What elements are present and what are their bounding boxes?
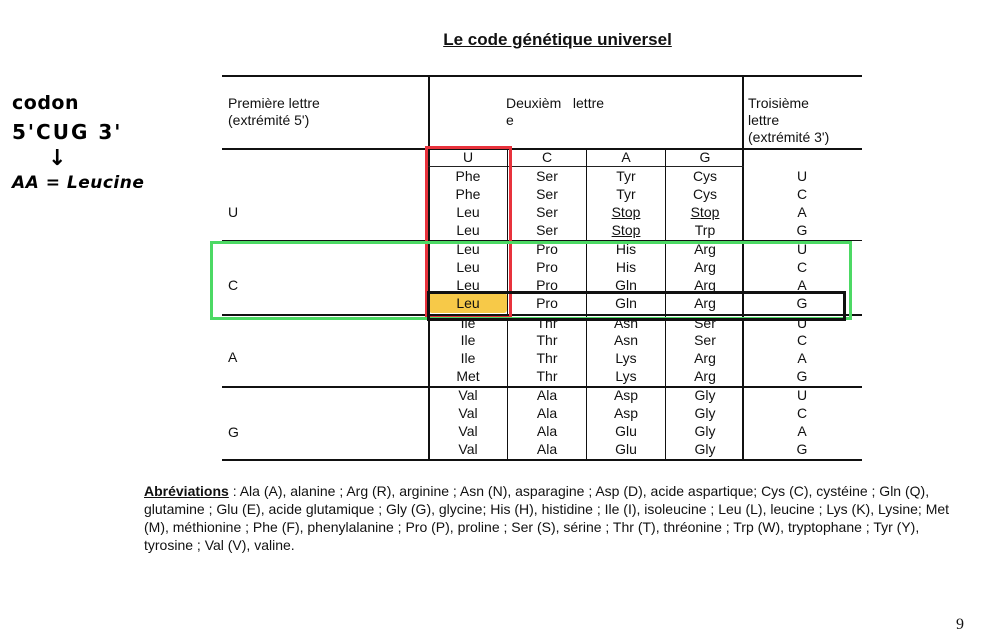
codon-cell: Glu [615, 423, 637, 439]
codon-cell: Phe [455, 186, 481, 202]
codon-cell: Glu [615, 441, 637, 457]
header-bottom-border [222, 148, 428, 150]
first-letter-U: U [228, 204, 239, 220]
codon-cell: Tyr [616, 186, 636, 202]
header-second-letter: Deuxièm lettre e [506, 95, 605, 128]
third-letter: C [796, 405, 808, 421]
codon-cell: Lys [615, 350, 637, 366]
codon-cell: Val [458, 423, 478, 439]
codon-cell: Leu [456, 241, 480, 257]
codon-cell: Ser [694, 332, 716, 348]
codon-cell: Leu [456, 259, 480, 275]
codon-cell: Arg [694, 295, 716, 311]
codon-cell: Thr [536, 368, 558, 384]
codon-cell: Ile [460, 315, 476, 331]
codon-cell: Ile [460, 350, 476, 366]
abbreviations-text: : Ala (A), alanine ; Arg (R), arginine ; Asn (N), asparagine ; Asp (D), acide aspartique; Cys (C), cystéine ; Gln (Q), glutamine ; Glu (E), acide glutamique ; Gly (G), glycine; His (H), histidine ; Ile (I), isoleucine ; Leu (L), leucine ; Lys (K), Lysine; Met (M), méthionine ; Phe (F), phenylalanine ; Pro (P), proline ; Ser (S), sérine ; Thr (T), thréonine ; Trp (W), tryptophane ; Tyr (Y), tyrosine ; Val (V), valine. [144, 483, 950, 553]
codon-cell: Ala [536, 441, 558, 457]
codon-cell: Asp [613, 387, 639, 403]
third-letter: C [796, 259, 808, 275]
arrow-down-icon: ↓ [48, 146, 67, 171]
codon-cell: Ser [536, 222, 558, 238]
codon-cell: Ser [536, 204, 558, 220]
table-top-border [222, 75, 862, 77]
codon-cell: Trp [694, 222, 716, 238]
codon-cell: Gly [694, 387, 716, 403]
codon-cell: Val [458, 405, 478, 421]
second-letter-C: C [541, 149, 553, 165]
codon-cell: His [615, 241, 637, 257]
third-letter: G [796, 295, 808, 311]
codon-cell: Ala [536, 387, 558, 403]
codon-cell: Gln [615, 295, 637, 311]
abbreviations-label: Abréviations [144, 483, 229, 499]
codon-cell-stop: Stop [611, 204, 641, 220]
second-letter-G: G [699, 149, 711, 165]
header-third-letter: Troisième lettre (extrémité 3') [748, 95, 830, 145]
third-letter: A [797, 204, 807, 220]
third-letter: U [796, 387, 808, 403]
codon-cell: Arg [694, 277, 716, 293]
codon-cell: Ser [536, 168, 558, 184]
codon-cell: Ile [460, 332, 476, 348]
codon-cell: Cys [692, 168, 718, 184]
codon-cell: Pro [536, 295, 558, 311]
third-letter: G [796, 368, 808, 384]
first-letter-C: C [228, 277, 239, 293]
codon-cell: Leu [456, 277, 480, 293]
third-letter: G [796, 441, 808, 457]
annotation-amino-acid: AA = Leucine [12, 173, 145, 193]
codon-cell: Gln [615, 277, 637, 293]
codon-cell: Pro [536, 241, 558, 257]
codon-cell: Asn [613, 332, 639, 348]
abbreviations-paragraph [144, 482, 970, 554]
codon-cell: Tyr [616, 168, 636, 184]
codon-cell: Asn [613, 315, 639, 331]
third-letter: U [796, 315, 808, 331]
handwritten-annotation [12, 92, 192, 193]
third-letter: A [797, 277, 807, 293]
codon-cell: Thr [536, 350, 558, 366]
annotation-codon-sequence: 5'CUG 3' [12, 120, 123, 144]
third-letter: A [797, 423, 807, 439]
codon-cell: Thr [536, 332, 558, 348]
codon-cell: Pro [536, 259, 558, 275]
codon-cell: Phe [455, 168, 481, 184]
first-letter-G: G [228, 424, 239, 440]
codon-cell: Ser [694, 315, 716, 331]
codon-cell: Thr [536, 315, 558, 331]
header-first-letter: Première lettre (extrémité 5') [228, 95, 320, 128]
codon-cell: Arg [694, 241, 716, 257]
codon-cell: Pro [536, 277, 558, 293]
black-highlight-box [427, 291, 846, 321]
codon-cell: Ala [536, 405, 558, 421]
codon-cell-stop: Stop [690, 204, 720, 220]
third-letter: C [796, 186, 808, 202]
first-letter-A: A [228, 349, 238, 365]
table-bottom-border [222, 459, 862, 461]
codon-cell: Leu [456, 222, 480, 238]
codon-cell: Ala [536, 423, 558, 439]
codon-cell: Val [458, 441, 478, 457]
codon-cell: Lys [615, 368, 637, 384]
codon-cell-highlighted: Leu [456, 295, 480, 311]
third-letter: U [796, 168, 808, 184]
third-letter: A [797, 350, 807, 366]
header-bottom-border-right [742, 148, 862, 150]
codon-cell: Gly [694, 423, 716, 439]
codon-cell: Gly [694, 405, 716, 421]
annotation-codon: codon [12, 92, 79, 114]
second-letter-U: U [462, 149, 474, 165]
third-letter: U [796, 241, 808, 257]
codon-cell: Val [458, 387, 478, 403]
codon-cell: Gly [694, 441, 716, 457]
codon-cell: Asp [613, 405, 639, 421]
codon-cell-start: Met [456, 368, 480, 384]
codon-cell: Arg [694, 259, 716, 275]
codon-cell: Ser [536, 186, 558, 202]
third-letter: C [796, 332, 808, 348]
codon-cell: Cys [692, 186, 718, 202]
second-letter-A: A [621, 149, 631, 165]
page-title: Le code génétique universel [443, 30, 672, 49]
codon-cell: Arg [694, 350, 716, 366]
codon-cell: His [615, 259, 637, 275]
codon-cell: Arg [694, 368, 716, 384]
third-letter: G [796, 222, 808, 238]
codon-cell-stop: Stop [611, 222, 641, 238]
codon-cell: Leu [456, 204, 480, 220]
page-number: 9 [956, 616, 964, 633]
